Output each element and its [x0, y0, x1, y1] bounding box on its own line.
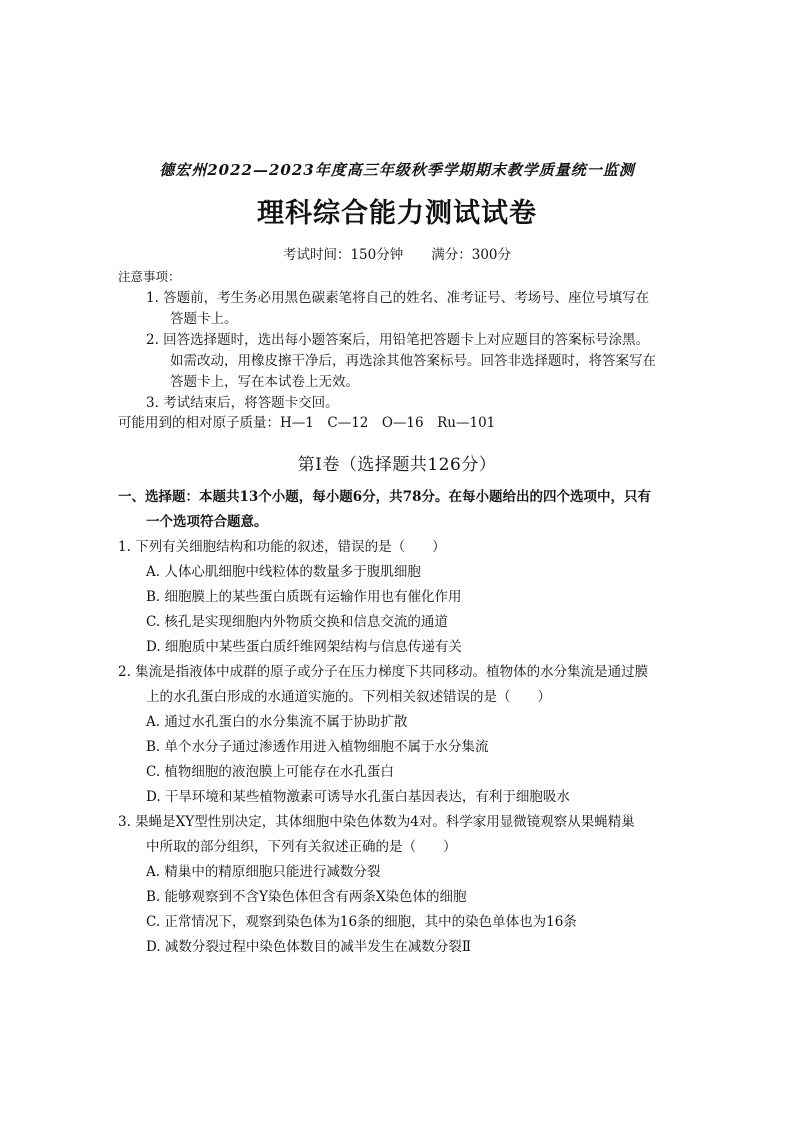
question-2-option-c: C. 植物细胞的液泡膜上可能存在水孔蛋白	[146, 764, 394, 780]
question-3-option-a: A. 精巢中的精原细胞只能进行减数分裂	[146, 864, 381, 880]
exam-time: 考试时间：150分钟	[282, 247, 404, 263]
question-2-option-a: A. 通过水孔蛋白的水分集流不属于协助扩散	[146, 714, 408, 730]
notice-item-3: 3. 考试结束后，将答题卡交回。	[146, 395, 339, 411]
question-3-option-b: B. 能够观察到不含Y染色体但含有两条X染色体的细胞	[146, 889, 467, 905]
notice-item-2-cont: 如需改动，用橡皮擦干净后，再选涂其他答案标号。回答非选择题时，将答案写在	[170, 353, 656, 369]
question-1-option-d: D. 细胞质中某些蛋白质纤维网架结构与信息传递有关	[146, 639, 462, 655]
page-title: 理科综合能力测试试卷	[257, 198, 537, 229]
notice-item-1: 1. 答题前，考生务必用黑色碳素笔将自己的姓名、准考证号、考场号、座位号填写在	[146, 290, 650, 306]
question-3-stem: 3. 果蝇是XY型性别决定，其体细胞中染色体数为4对。科学家用显微镜观察从果蝇精巢	[118, 814, 635, 830]
notice-item-2-cont2: 答题卡上，写在本试卷上无效。	[170, 374, 359, 390]
question-2-stem: 2. 集流是指液体中成群的原子或分子在压力梯度下共同移动。植物体的水分集流是通过膜	[118, 664, 649, 680]
notice-item-1-cont: 答题卡上。	[170, 311, 238, 327]
question-1-stem: 1. 下列有关细胞结构和功能的叙述，错误的是（ ）	[118, 539, 446, 555]
question-3-option-c: C. 正常情况下，观察到染色体为16条的细胞，其中的染色单体也为16条	[146, 914, 577, 930]
question-1-option-c: C. 核孔是实现细胞内外物质交换和信息交流的通道	[146, 614, 448, 630]
section-intro-cont: 一个选项符合题意。	[146, 514, 268, 530]
question-3-stem-cont: 中所取的部分组织，下列有关叙述正确的是（ ）	[146, 839, 457, 855]
question-1-option-b: B. 细胞膜上的某些蛋白质既有运输作用也有催化作用	[146, 589, 462, 605]
notice-item-2: 2. 回答选择题时，选出每小题答案后，用铅笔把答题卡上对应题目的答案标号涂黑。	[146, 332, 650, 348]
exam-full-score: 满分：300分	[431, 247, 512, 263]
atomic-masses: 可能用到的相对原子质量：H—1 C—12 O—16 Ru—101	[118, 415, 496, 431]
question-2-option-d: D. 干旱环境和某些植物激素可诱导水孔蛋白基因表达，有利于细胞吸水	[146, 789, 570, 805]
exam-series-title: 德宏州2022—2023年度高三年级秋季学期期末教学质量统一监测	[159, 161, 635, 179]
question-2-option-b: B. 单个水分子通过渗透作用进入植物细胞不属于水分集流	[146, 739, 489, 755]
question-1-option-a: A. 人体心肌细胞中线粒体的数量多于腹肌细胞	[146, 564, 421, 580]
section-intro: 一、选择题：本题共13个小题，每小题6分，共78分。在每小题给出的四个选项中，只有	[118, 489, 651, 505]
exam-info	[0, 245, 794, 265]
notice-heading: 注意事项：	[118, 269, 181, 284]
question-3-option-d: D. 减数分裂过程中染色体数目的减半发生在减数分裂Ⅱ	[146, 939, 472, 955]
question-2-stem-cont: 上的水孔蛋白形成的水通道实施的。下列相关叙述错误的是（ ）	[146, 689, 551, 705]
section-heading: 第Ⅰ卷（选择题共126分）	[297, 455, 497, 475]
